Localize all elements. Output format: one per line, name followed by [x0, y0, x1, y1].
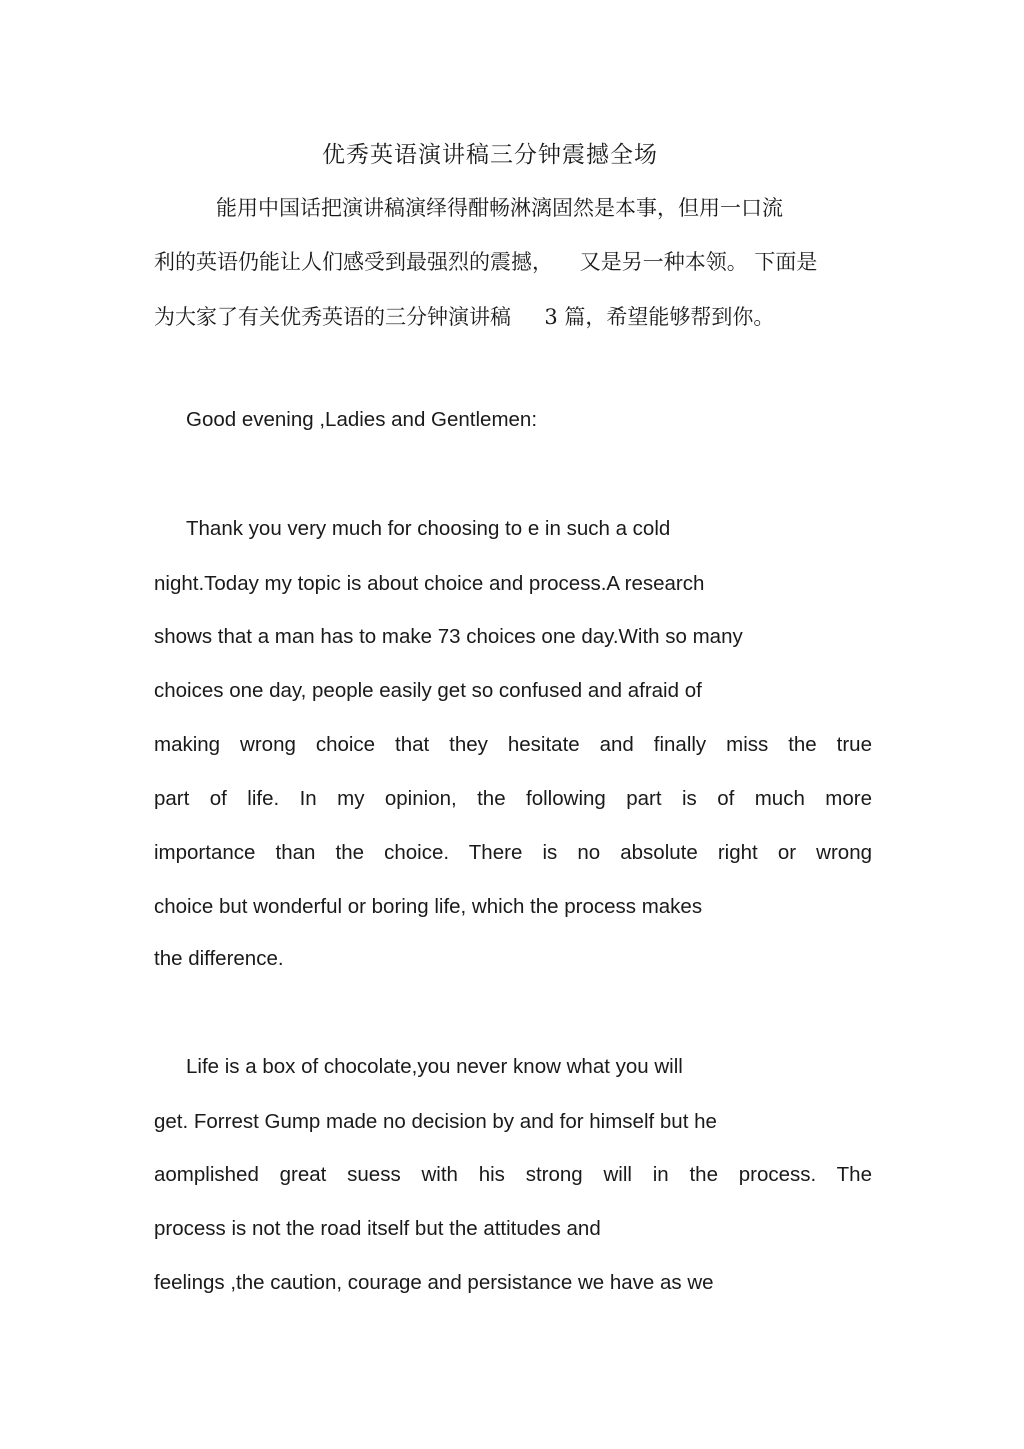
paragraph-line: part of life. In my opinion, the following part is of much more [154, 787, 872, 810]
paragraph-line: night.Today my topic is about choice and process.A research [154, 572, 705, 595]
intro-line: 能用中国话把演讲稿演绎得酣畅淋漓固然是本事，但用一口流 [216, 196, 783, 220]
intro-line: 利的英语仍能让人们感受到最强烈的震撼， 又是另一种本领。 下面是 [154, 250, 818, 274]
paragraph-line: feelings ,the caution, courage and persistance we have as we [154, 1271, 714, 1294]
intro-line: 为大家了有关优秀英语的三分钟演讲稿 3 篇，希望能够帮到你。 [154, 305, 775, 329]
paragraph-line: the difference. [154, 947, 284, 970]
greeting: Good evening ,Ladies and Gentlemen: [186, 408, 538, 431]
document-title: 优秀英语演讲稿三分钟震撼全场 [322, 142, 658, 168]
paragraph-line: get. Forrest Gump made no decision by and for himself but he [154, 1110, 717, 1133]
paragraph-line: choice but wonderful or boring life, which the process makes [154, 895, 703, 918]
paragraph-line: Life is a box of chocolate,you never know what you will [186, 1055, 683, 1078]
paragraph-line: shows that a man has to make 73 choices one day.With so many [154, 625, 743, 648]
paragraph-line: aomplished great suess with his strong will in the process. The [154, 1163, 872, 1186]
paragraph-line: Thank you very much for choosing to e in such a cold [186, 517, 671, 540]
paragraph-line: choices one day, people easily get so confused and afraid of [154, 679, 702, 702]
paragraph-line: importance than the choice. There is no absolute right or wrong [154, 841, 872, 864]
paragraph-line: process is not the road itself but the attitudes and [154, 1217, 601, 1240]
paragraph-line: making wrong choice that they hesitate and finally miss the true [154, 733, 872, 756]
